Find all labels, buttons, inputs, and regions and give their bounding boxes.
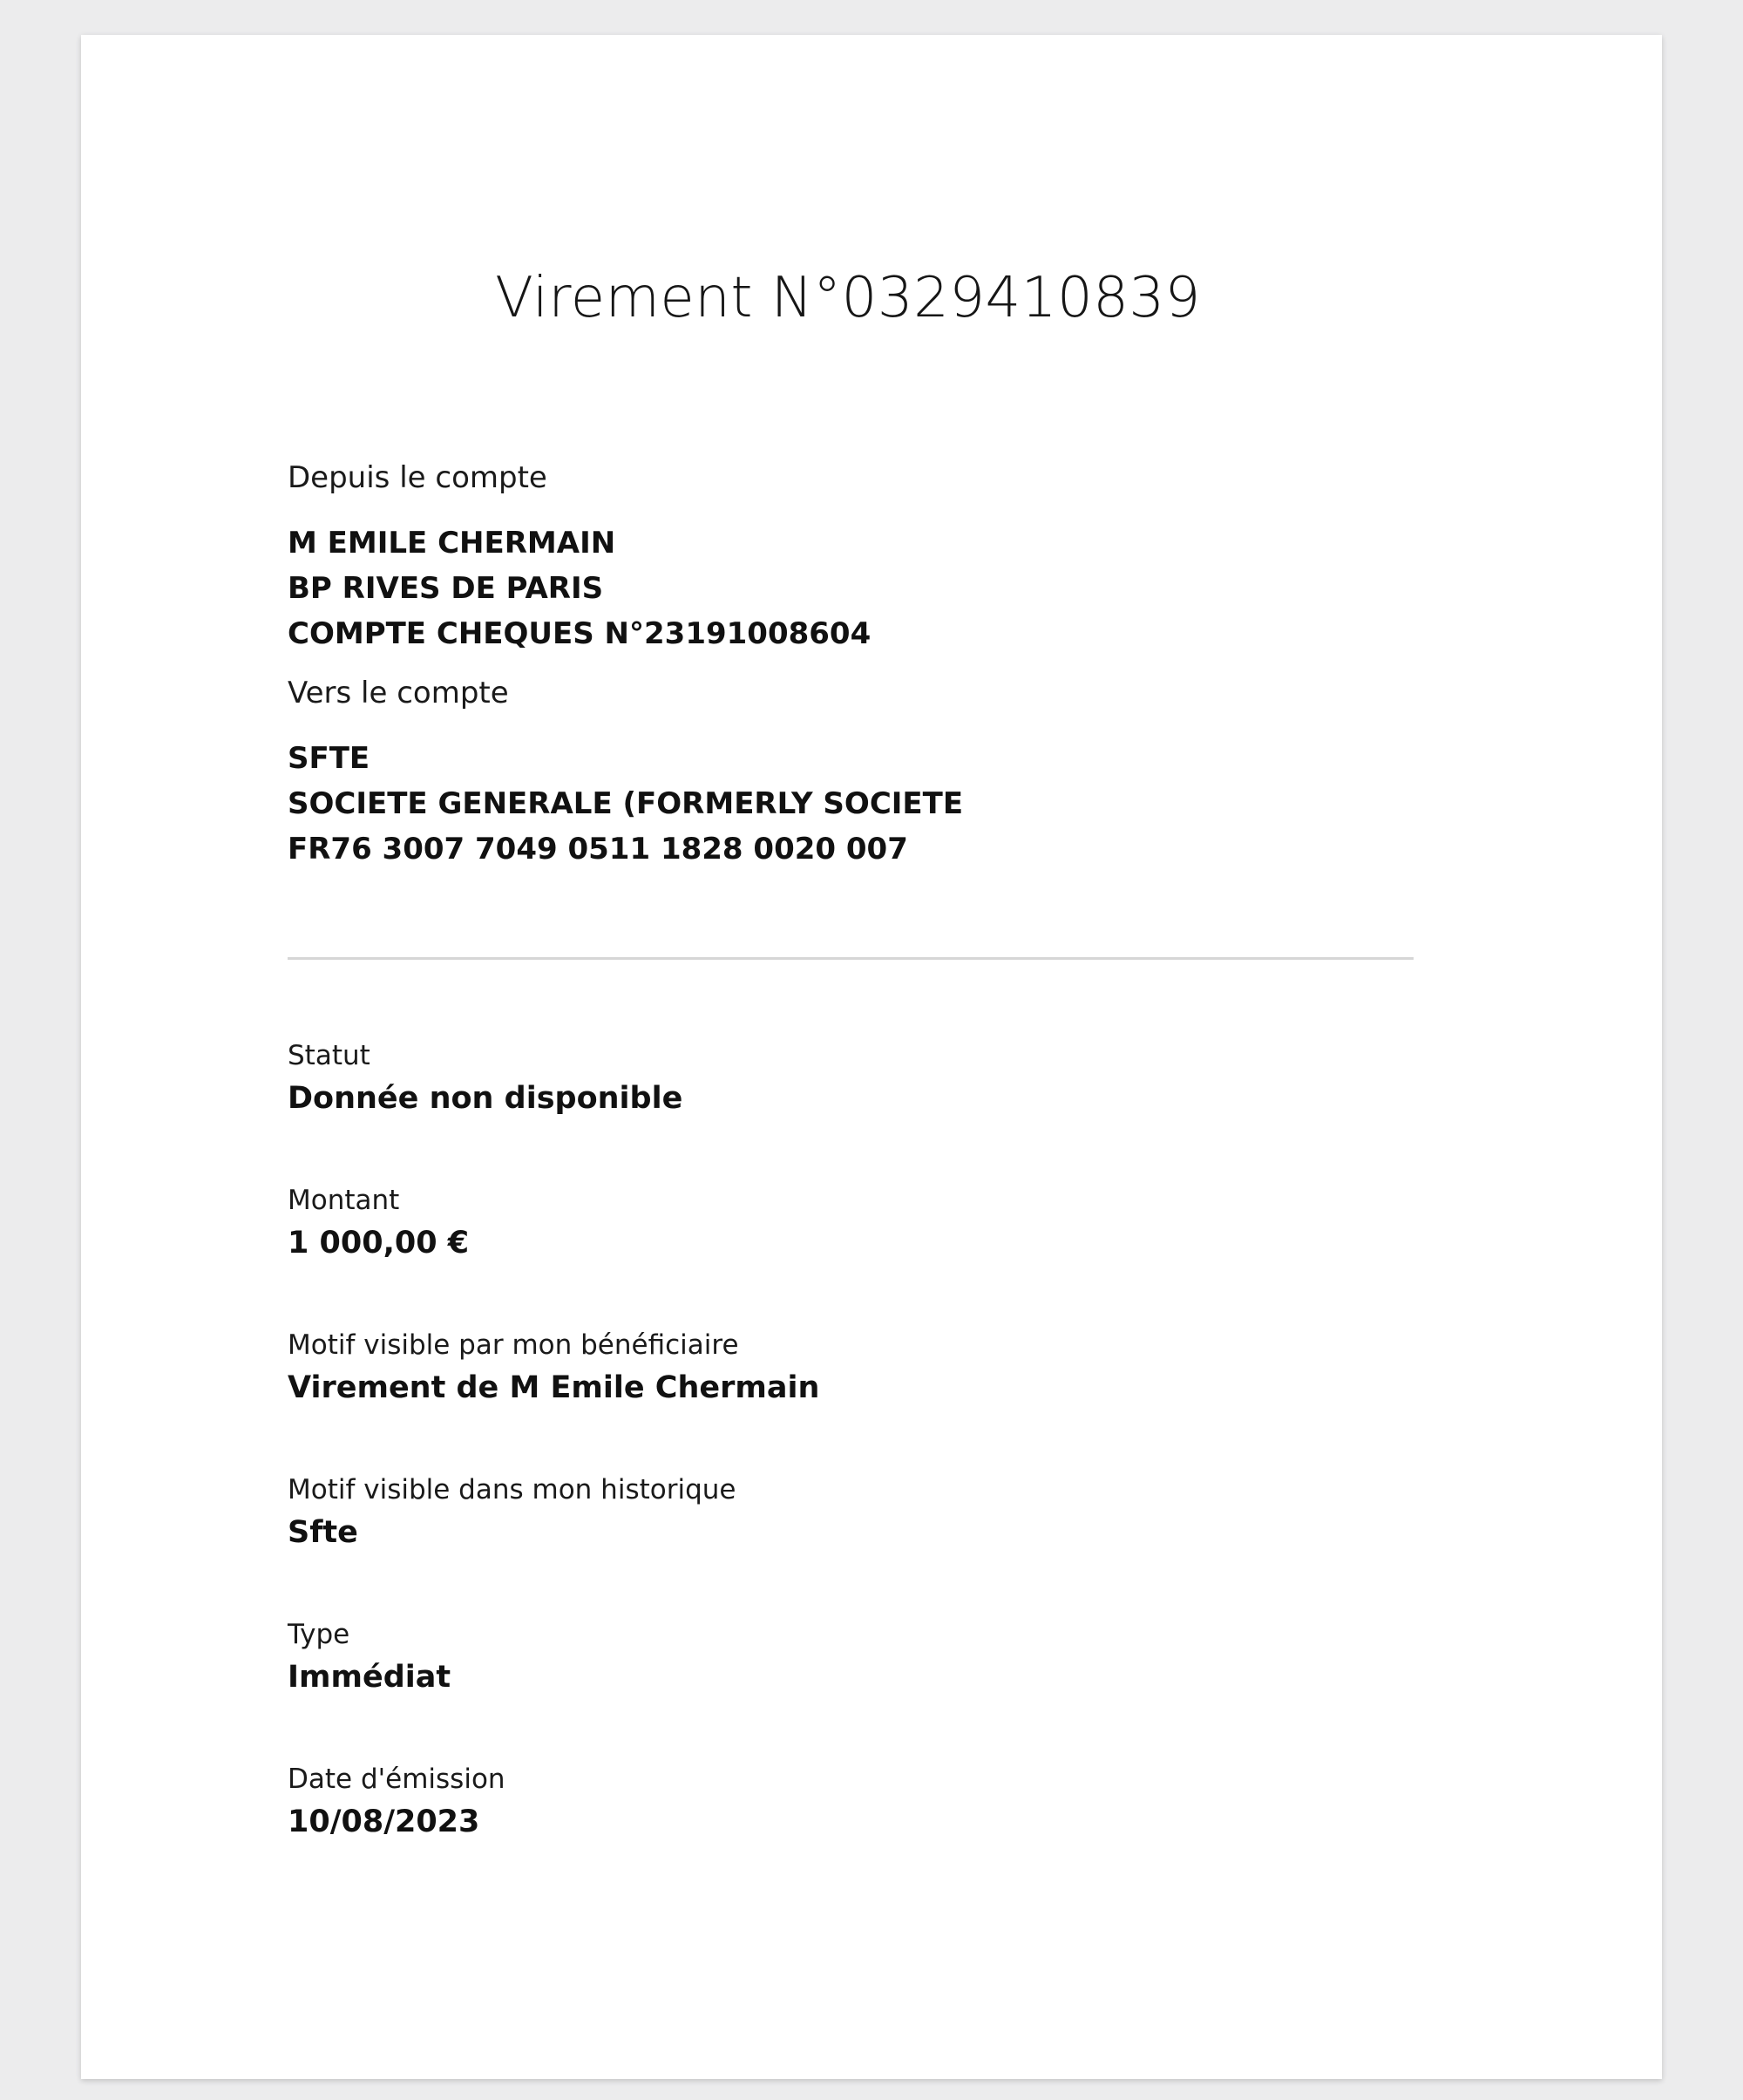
document-title: Virement N°0329410839 (495, 266, 1201, 330)
field-issue-date-label: Date d'émission (288, 1763, 505, 1795)
field-issue-date (288, 1764, 1421, 1909)
field-status-label: Statut (288, 1039, 370, 1071)
destination-account-details (288, 736, 1421, 872)
source-account-holder: M EMILE CHERMAIN (288, 525, 616, 561)
field-amount (288, 1186, 1421, 1330)
source-account-number: COMPTE CHEQUES N°23191008604 (288, 615, 872, 651)
field-history-reference (288, 1475, 1421, 1620)
source-account-bank: BP RIVES DE PARIS (288, 570, 604, 606)
field-type-value: Immédiat (288, 1660, 451, 1696)
destination-account-label: Vers le compte (288, 675, 509, 710)
section-divider (288, 957, 1414, 960)
field-amount-value: 1 000,00 € (288, 1226, 470, 1261)
document-page (81, 35, 1662, 2079)
field-amount-label: Montant (288, 1184, 400, 1216)
source-account-label: Depuis le compte (288, 460, 547, 495)
field-status-value: Donnée non disponible (288, 1081, 683, 1117)
destination-account-bank: SOCIETE GENERALE (FORMERLY SOCIETE (288, 785, 964, 821)
field-type (288, 1620, 1421, 1764)
source-account-section (288, 460, 1421, 656)
field-beneficiary-reference-label: Motif visible par mon bénéficiaire (288, 1329, 739, 1361)
destination-account-holder: SFTE (288, 740, 370, 776)
field-issue-date-value: 10/08/2023 (288, 1804, 480, 1840)
field-history-reference-label: Motif visible dans mon historique (288, 1473, 736, 1505)
field-beneficiary-reference (288, 1330, 1421, 1475)
field-history-reference-value: Sfte (288, 1515, 358, 1551)
field-beneficiary-reference-value: Virement de M Emile Chermain (288, 1370, 820, 1406)
transfer-fields (288, 1041, 1421, 1909)
destination-account-iban: FR76 3007 7049 0511 1828 0020 007 (288, 831, 908, 867)
destination-account-section (288, 676, 1421, 872)
field-type-label: Type (288, 1618, 350, 1650)
transfer-details (288, 460, 1421, 1909)
field-status (288, 1041, 1421, 1186)
source-account-details (288, 520, 1421, 656)
